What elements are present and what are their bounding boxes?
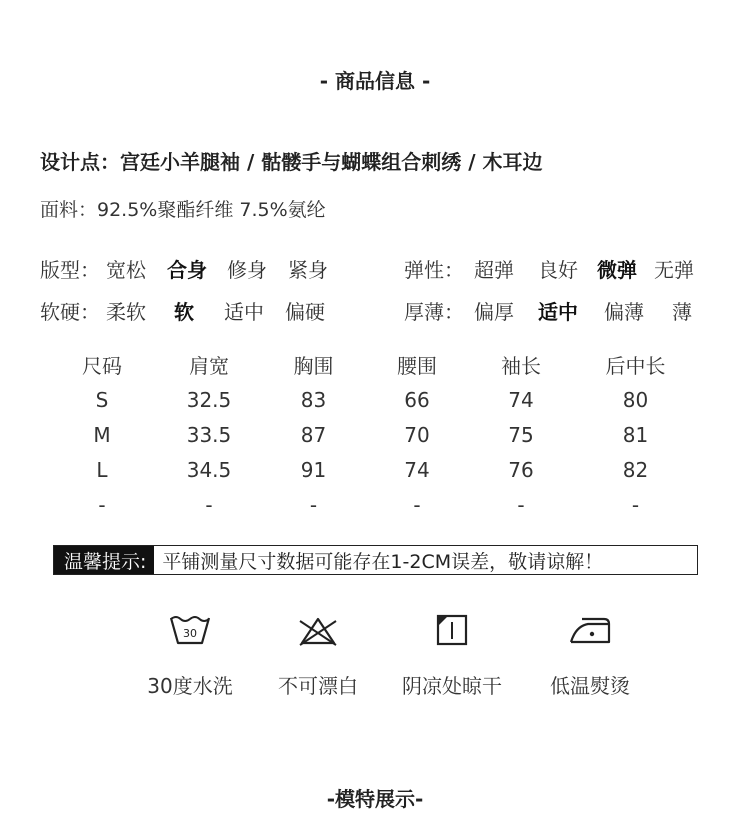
fabric-composition: 面料：92.5%聚酯纤维 7.5%氨纶 [40,199,326,221]
table-row [48,382,698,417]
fit-row [40,254,380,282]
care-item-bleach [258,612,378,699]
tip-text: 平铺测量尺寸数据可能存在1-2CM误差，敬请谅解！ [162,550,604,573]
thickness-option: 薄 [672,300,692,324]
softness-option: 偏硬 [285,300,325,324]
care-item-wash [130,612,250,699]
model-display-title: -模特展示- [326,787,424,811]
elasticity-option: 良好 [538,258,578,282]
size-cell: 74 [404,457,430,482]
size-cell: 66 [404,387,430,412]
size-cell: 87 [300,422,327,447]
size-cell: - [309,492,318,517]
fit-option: 合身 [167,258,207,282]
care-item-dry [392,612,512,699]
size-cell: M [93,422,111,447]
no-bleach-icon [296,612,340,648]
fit-label: 版型： [40,258,100,282]
care-item-iron [530,612,650,699]
thickness-option: 适中 [538,300,578,324]
elasticity-row [404,254,724,282]
fit-option: 宽松 [106,258,146,282]
elasticity-label: 弹性： [404,258,464,282]
care-label: 低温熨烫 [550,674,630,698]
size-header-cell: 尺码 [82,354,122,378]
size-cell: - [631,492,640,517]
care-label: 30度水洗 [147,674,233,698]
size-cell: 80 [622,387,649,412]
wash-temp-text: 30 [183,627,197,640]
size-cell: 91 [300,457,327,482]
fit-option: 紧身 [288,258,328,282]
size-cell: 74 [508,387,534,412]
size-header-cell: 胸围 [293,354,334,378]
thickness-label: 厚薄： [404,300,464,324]
size-cell: 34.5 [186,457,232,482]
size-cell: 70 [404,422,430,447]
size-cell: 83 [300,387,327,412]
softness-label: 软硬： [40,300,100,324]
table-row [48,452,698,487]
table-row [48,487,698,522]
size-cell: - [517,492,525,517]
softness-option: 适中 [224,300,264,324]
size-cell: L [96,457,108,482]
elasticity-option: 无弹 [654,258,694,282]
design-points: 设计点：宫廷小羊腿袖 / 骷髅手与蝴蝶组合刺绣 / 木耳边 [40,150,543,174]
thickness-option: 偏薄 [604,300,644,324]
size-header-cell: 袖长 [501,354,541,378]
elasticity-option: 微弹 [597,258,637,282]
size-header-cell: 后中长 [605,354,666,378]
softness-row [40,296,380,324]
wash-30-icon [168,612,212,648]
size-cell: 75 [508,422,534,447]
iron-low-icon [568,612,612,648]
care-label: 不可漂白 [278,674,358,698]
size-header-cell: 腰围 [397,354,437,378]
thickness-row [404,296,724,324]
size-table [48,347,698,522]
softness-option: 软 [174,300,194,324]
size-cell: 76 [508,457,534,482]
size-cell: 33.5 [186,422,232,447]
thickness-option: 偏厚 [474,300,514,324]
table-row [48,417,698,452]
size-table-header [48,347,698,382]
line-dry-shade-icon [430,612,474,648]
size-cell: 32.5 [186,387,232,412]
size-header-cell: 肩宽 [189,354,229,378]
measurement-tip [53,545,698,575]
tip-label: 温馨提示: [54,546,154,574]
product-info-title: - 商品信息 - [319,69,431,93]
size-cell: - [98,492,106,517]
care-label: 阴凉处晾干 [402,674,502,698]
size-cell: - [413,492,421,517]
elasticity-option: 超弹 [474,258,514,282]
size-cell: S [95,387,109,412]
softness-option: 柔软 [106,300,146,324]
size-cell: 81 [622,422,649,447]
size-cell: - [205,492,213,517]
size-cell: 82 [622,457,649,482]
fit-option: 修身 [227,258,267,282]
